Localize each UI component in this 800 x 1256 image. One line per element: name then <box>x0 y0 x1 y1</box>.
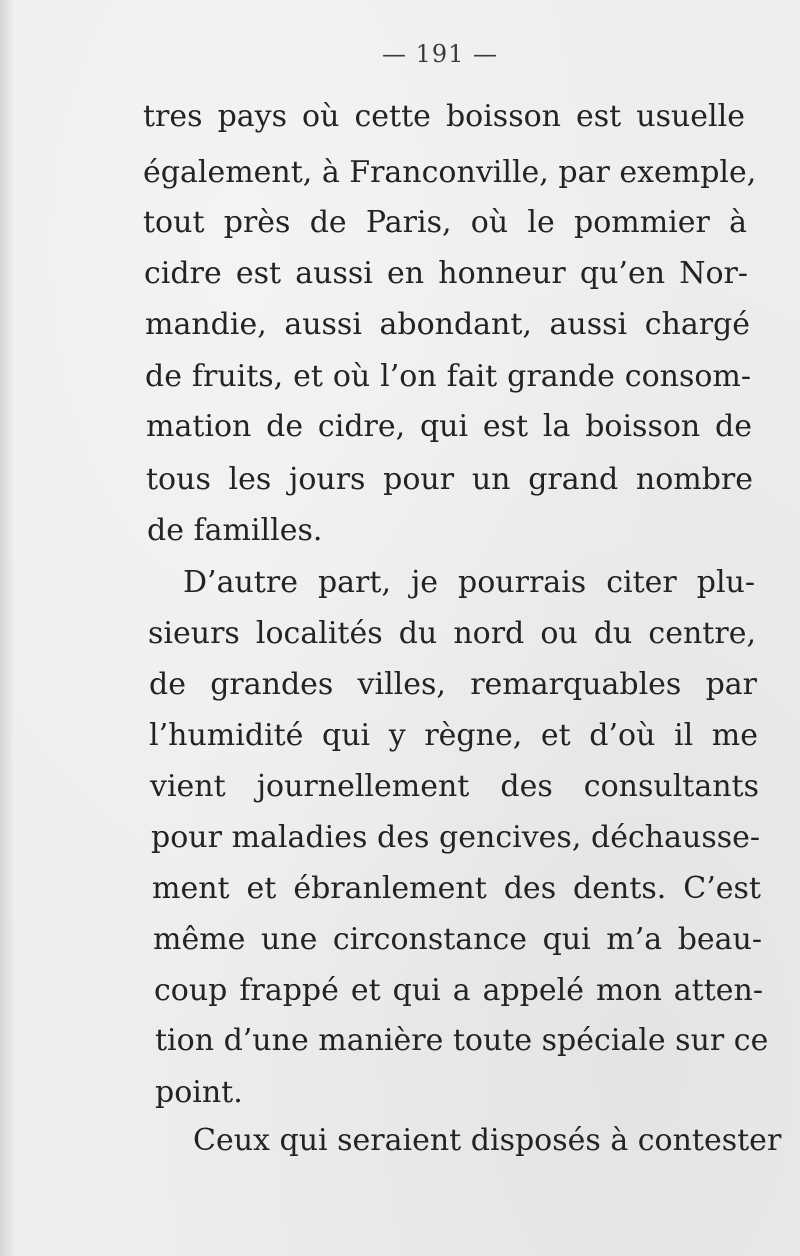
text-line: Ceux qui seraient disposés à contester <box>193 1123 782 1158</box>
text-line: coup frappé et qui a appelé mon atten- <box>154 973 763 1008</box>
text-line: tout près de Paris, où le pommier à <box>143 205 747 240</box>
text-line: tres pays où cette boisson est usuelle <box>143 99 745 134</box>
text-line: mandie, aussi abondant, aussi chargé <box>145 307 750 342</box>
page-gutter-shadow <box>0 0 14 1256</box>
page-number: — 191 — <box>381 40 499 68</box>
text-line: point. <box>155 1075 243 1110</box>
text-line: même une circonstance qui m’a beau- <box>153 922 762 957</box>
text-line: de familles. <box>147 513 323 548</box>
text-line: l’humidité qui y règne, et d’où il me <box>149 718 758 753</box>
text-line: mation de cidre, qui est la boisson de <box>146 409 752 444</box>
text-line: de grandes villes, remarquables par <box>149 667 757 702</box>
text-line: tous les jours pour un grand nombre <box>146 462 753 497</box>
text-line: vient journellement des consultants <box>150 769 759 804</box>
text-line: pour maladies des gencives, déchausse- <box>151 820 760 855</box>
text-line: sieurs localités du nord ou du centre, <box>148 616 756 651</box>
text-line: tion d’une manière toute spéciale sur ce <box>155 1023 769 1058</box>
text-line: D’autre part, je pourrais citer plu- <box>183 565 755 600</box>
text-line: également, à Franconville, par exemple, <box>143 155 757 190</box>
text-line: cidre est aussi en honneur qu’en Nor- <box>144 256 748 291</box>
text-line: ment et ébranlement des dents. C’est <box>152 871 761 906</box>
text-line: de fruits, et où l’on fait grande consom- <box>145 359 751 394</box>
